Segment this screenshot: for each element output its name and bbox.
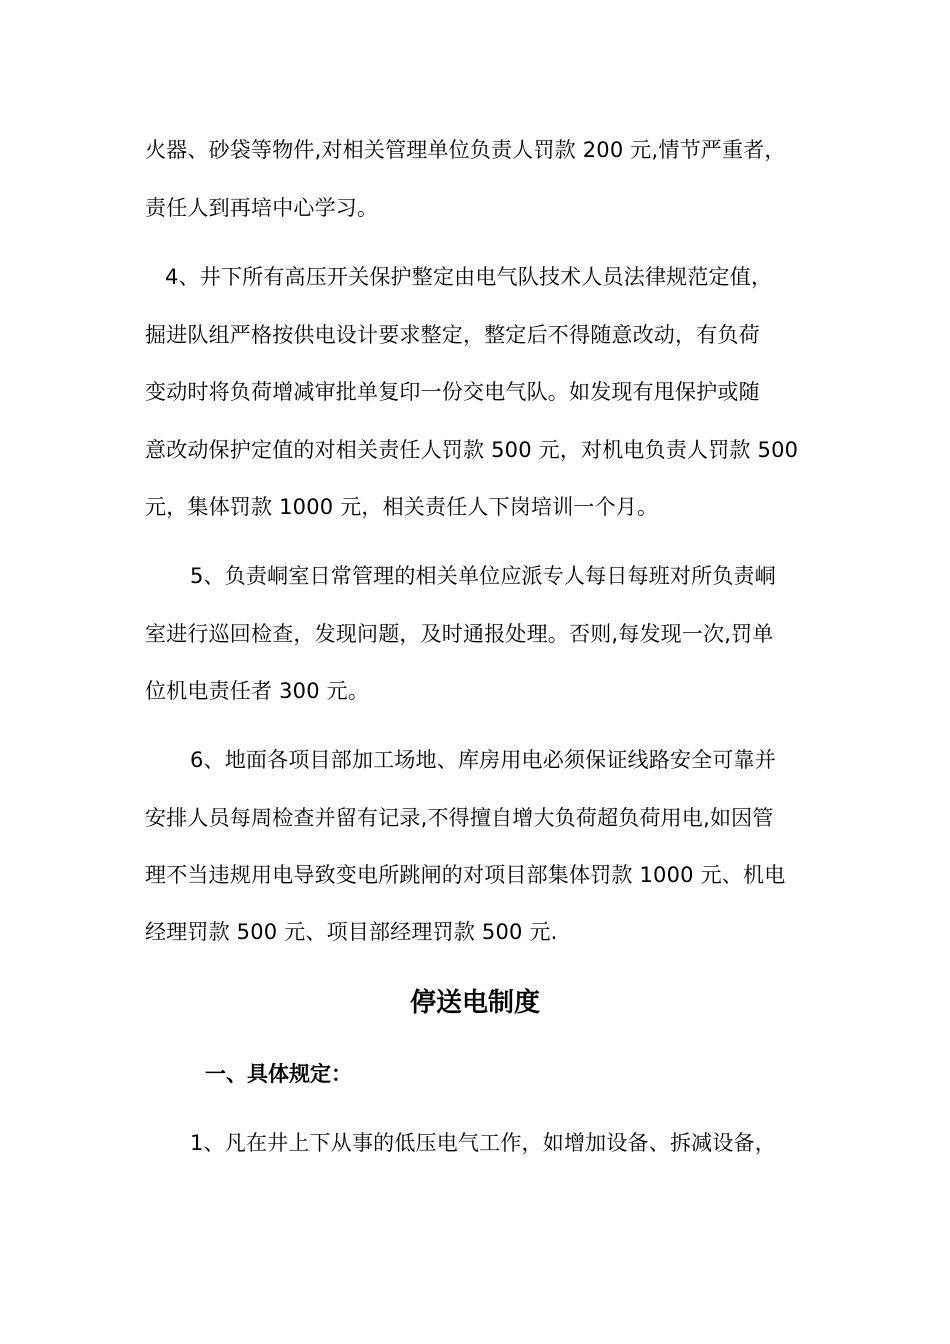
subheading: 一、具体规定： xyxy=(205,1062,352,1086)
paragraph-line: 意改动保护定值的对相关责任人罚款 500 元，对机电负责人罚款 500 xyxy=(145,438,799,462)
paragraph-line: 掘进队组严格按供电设计要求整定，整定后不得随意改动，有负荷 xyxy=(145,323,760,347)
paragraph-line: 5、负责峒室日常管理的相关单位应派专人每日每班对所负责峒 xyxy=(190,564,776,588)
paragraph-line: 1、凡在井上下从事的低压电气工作，如增加设备、拆减设备， xyxy=(190,1131,776,1155)
paragraph-line: 室进行巡回检查，发现问题，及时通报处理。否则,每发现一次,罚单 xyxy=(145,622,774,646)
paragraph-line: 责任人到再培中心学习。 xyxy=(145,196,379,220)
paragraph-line: 理不当违规用电导致变电所跳闸的对项目部集体罚款 1000 元、机电 xyxy=(145,863,786,887)
paragraph-line: 安排人员每周检查并留有记录,不得擅自增大负荷超负荷用电,如因管 xyxy=(145,806,774,830)
paragraph-line: 火器、砂袋等物件,对相关管理单位负责人罚款 200 元,情节严重者， xyxy=(145,138,786,162)
paragraph-line: 4、井下所有高压开关保护整定由电气队技术人员法律规范定值， xyxy=(165,265,773,289)
paragraph-line: 元，集体罚款 1000 元，相关责任人下岗培训一个月。 xyxy=(145,495,659,519)
paragraph-line: 经理罚款 500 元、项目部经理罚款 500 元. xyxy=(145,920,558,944)
paragraph-line: 位机电责任者 300 元。 xyxy=(145,679,370,703)
section-title: 停送电制度 xyxy=(409,988,540,1018)
paragraph-line: 变动时将负荷增减审批单复印一份交电气队。如发现有甩保护或随 xyxy=(145,380,760,404)
paragraph-line: 6、地面各项目部加工场地、库房用电必须保证线路安全可靠并 xyxy=(190,748,776,772)
